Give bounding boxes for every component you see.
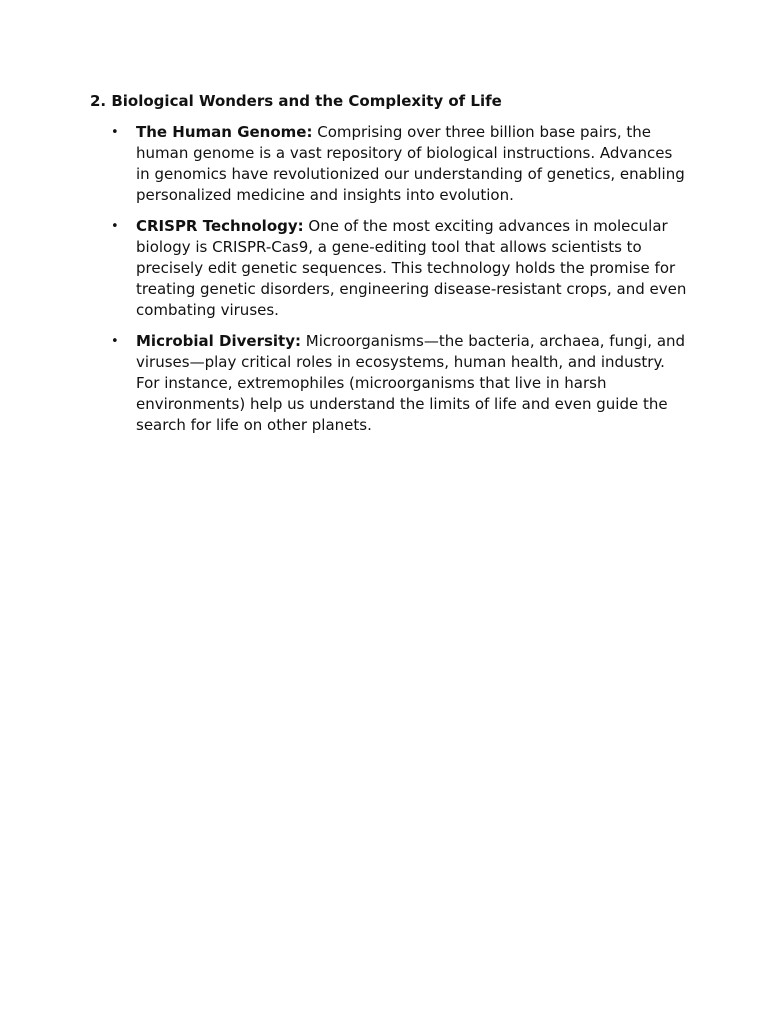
item-text: One of the most exciting advances in molecular biology is CRISPR-Cas9, a gene-editing tool that allows scientists to precisely edit genetic sequences. This technology holds the promise for treating genetic disorders, engineering disease-resistant crops, and even combating viruses. <box>136 217 687 319</box>
section-heading: 2. Biological Wonders and the Complexity of Life <box>90 92 502 110</box>
item-term: The Human Genome: <box>136 123 313 141</box>
item-text: Microorganisms—the bacteria, archaea, fungi, and viruses—play critical roles in ecosystems, human health, and industry. For instance, extremophiles (microorganisms that live in harsh environments) help us understand the limits of life and even guide the search for life on other planets. <box>136 332 686 434</box>
item-term: Microbial Diversity: <box>136 332 301 350</box>
document-page <box>90 91 690 446</box>
bullet-list <box>90 122 690 436</box>
bullet-icon: • <box>111 125 119 140</box>
list-item-human-genome <box>90 122 690 206</box>
list-item-crispr <box>90 216 690 321</box>
item-term: CRISPR Technology: <box>136 217 304 235</box>
bullet-icon: • <box>111 219 119 234</box>
bullet-icon: • <box>111 334 119 349</box>
list-item-microbial-diversity <box>90 331 690 436</box>
item-text: Comprising over three billion base pairs, the human genome is a vast repository of biological instructions. Advances in genomics have revolutionized our understanding of genetics, enabling personalized medicine and insights into evolution. <box>136 123 685 204</box>
